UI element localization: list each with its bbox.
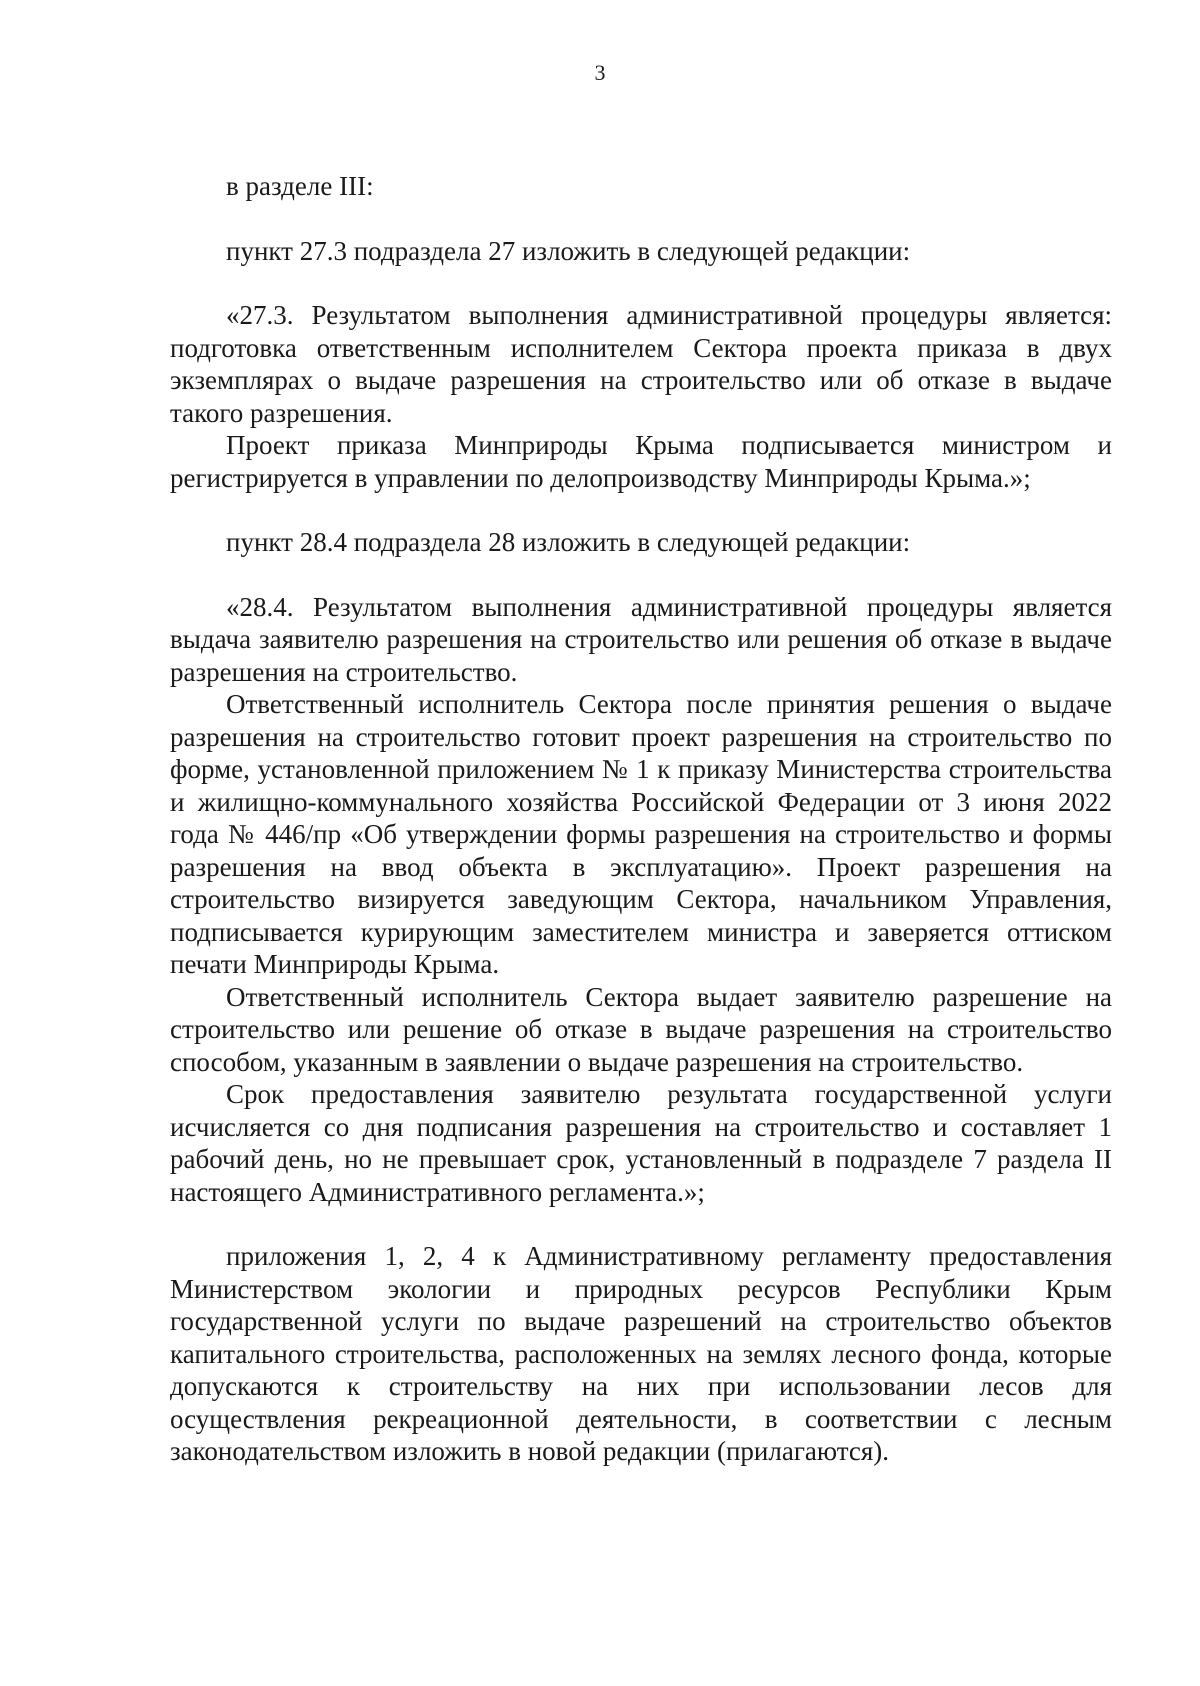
paragraph-item-27-3-signing: Проект приказа Минприроды Крыма подписывается министром и регистрируется в управлении по делопроизводству Минприроды Крыма.»;	[170, 430, 1112, 493]
paragraph-item-27-3-text: «27.3. Результатом выполнения административной процедуры является: подготовка ответственным исполнителем Сектора проекта приказа в двух экземплярах о выдаче разрешения на строительство или об отказе в выдаче такого разрешения.	[170, 300, 1112, 428]
paragraph-item-28-4-preparation: Ответственный исполнитель Сектора после принятия решения о выдаче разрешения на строительство готовит проект разрешения на строительство по форме, установленной приложением № 1 к приказу Министерства строительства и жилищно-коммунального хозяйства Российской Федерации от 3 июня 2022 года № 446/пр «Об утверждении формы разрешения на строительство и формы разрешения на ввод объекта в эксплуатацию». Проект разрешения на строительство визируется заведующим Сектора, начальником Управления, подписывается курирующим заместителем министра и заверяется оттиском печати Минприроды Крыма.	[170, 689, 1112, 979]
paragraph-item-28-4-intro: пункт 28.4 подраздела 28 изложить в следующей редакции:	[226, 527, 911, 557]
paragraph-item-28-4-term: Срок предоставления заявителю результата государственной услуги исчисляется со дня подписания разрешения на строительство и составляет 1 рабочий день, но не превышает срок, установленный в подразделе 7 раздела II настоящего Административного регламента.»;	[170, 1079, 1112, 1207]
paragraph-appendices: приложения 1, 2, 4 к Административному регламенту предоставления Министерством экологии и природных ресурсов Республики Крым государственной услуги по выдаче разрешений на строительство объектов капитального строительства, расположенных на землях лесного фонда, которые допускаются к строительству на них при использовании лесов для осуществления рекреационной деятельности, в соответствии с лесным законодательством изложить в новой редакции (прилагаются).	[170, 1241, 1112, 1466]
paragraph-item-27-3-intro: пункт 27.3 подраздела 27 изложить в следующей редакции:	[226, 235, 911, 266]
paragraph-section-heading: в разделе III:	[226, 171, 374, 201]
page-number: 3	[594, 60, 606, 85]
document-body	[170, 170, 1112, 1468]
paragraph-item-28-4-issuance: Ответственный исполнитель Сектора выдает заявителю разрешение на строительство или решение об отказе в выдаче разрешения на строительство способом, указанным в заявлении о выдаче разрешения на строительство.	[170, 981, 1112, 1077]
paragraph-item-28-4-text: «28.4. Результатом выполнения административной процедуры является выдача заявителю разрешения на строительство или решения об отказе в выдаче разрешения на строительство.	[170, 591, 1112, 687]
